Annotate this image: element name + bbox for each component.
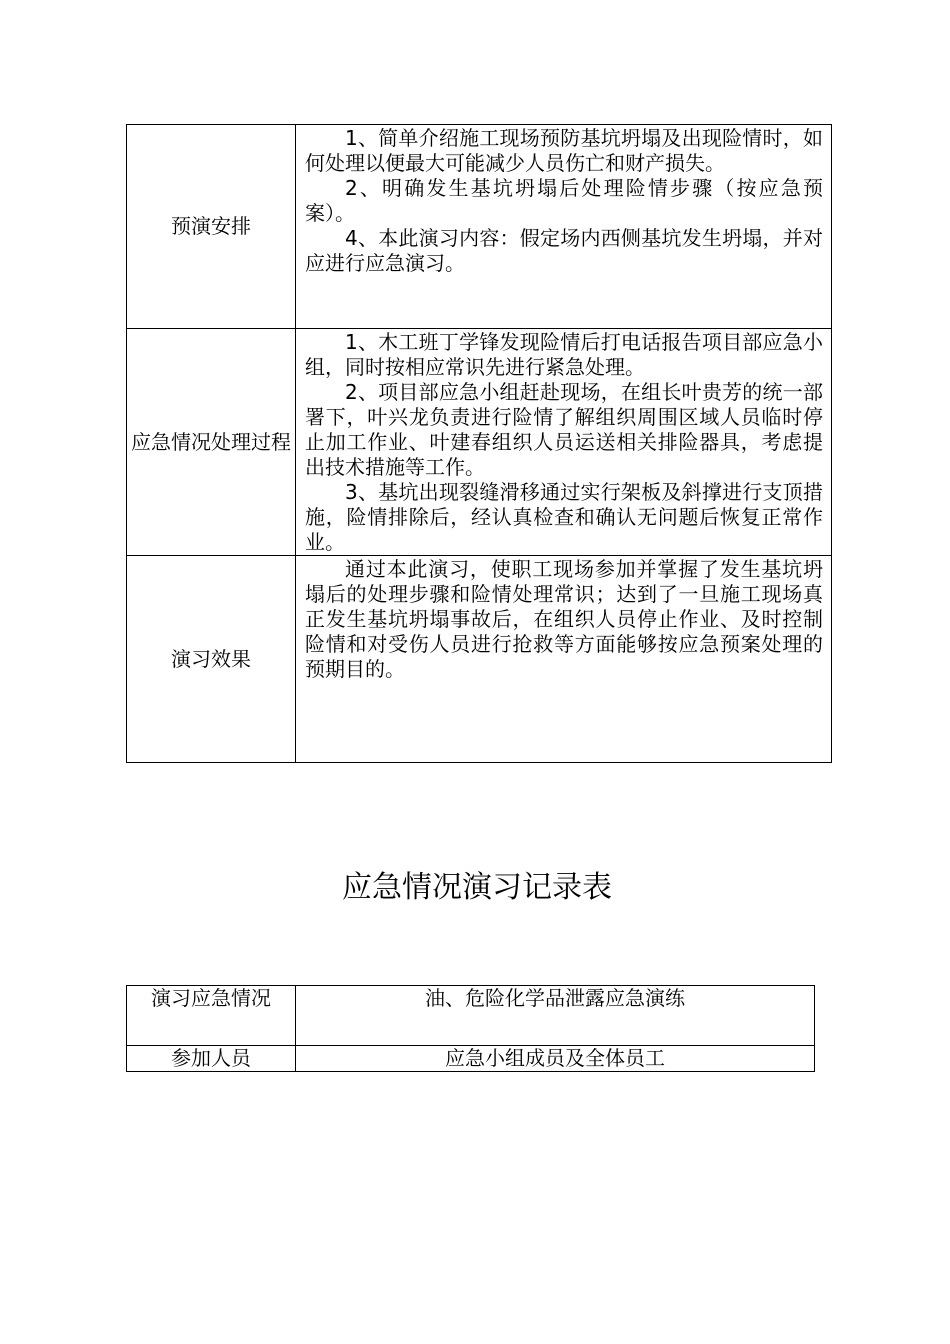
paragraph: 通过本此演习，使职工现场参加并掌握了发生基坑坍塌后的处理步骤和险情处理常识；达到了一旦施工现场真正发生基坑坍塌事故后，在组织人员停止作业、及时控制险情和对受伤人员进行抢救等方面能够按应急预案处理的预期目的。 <box>305 557 823 681</box>
paragraph: 4、本此演习内容：假定场内西侧基坑发生坍塌，并对应进行应急演习。 <box>305 226 823 275</box>
paragraph: 2、明确发生基坑坍塌后处理险情步骤（按应急预案）。 <box>305 176 823 225</box>
drill-details-table <box>126 124 832 763</box>
row-label-emergency-process: 应急情况处理过程 <box>127 329 296 556</box>
table-row <box>127 986 815 1046</box>
row-label-rehearsal-plan: 预演安排 <box>127 125 296 329</box>
row-content-rehearsal-plan <box>296 125 832 329</box>
row-value-participants: 应急小组成员及全体员工 <box>296 1046 815 1072</box>
page-title: 应急情况演习记录表 <box>342 870 612 905</box>
table-row <box>127 329 832 556</box>
row-label-participants: 参加人员 <box>127 1046 296 1072</box>
paragraph: 2、项目部应急小组赶赴现场，在组长叶贵芳的统一部署下，叶兴龙负责进行险情了解组织周围区域人员临时停止加工作业、叶建春组织人员运送相关排险器具，考虑提出技术措施等工作。 <box>305 380 823 479</box>
paragraph: 3、基坑出现裂缝滑移通过实行架板及斜撑进行支顶措施，险情排除后，经认真检查和确认无问题后恢复正常作业。 <box>305 480 823 554</box>
paragraph: 1、木工班丁学锋发现险情后打电话报告项目部应急小组，同时按相应常识先进行紧急处理。 <box>305 330 823 379</box>
row-label-drill-effect: 演习效果 <box>127 556 296 763</box>
row-content-emergency-process <box>296 329 832 556</box>
row-content-drill-effect <box>296 556 832 763</box>
paragraph: 1、简单介绍施工现场预防基坑坍塌及出现险情时，如何处理以便最大可能减少人员伤亡和财产损失。 <box>305 126 823 175</box>
drill-record-table <box>126 985 815 1072</box>
row-value-drill-scenario: 油、危险化学品泄露应急演练 <box>296 986 815 1046</box>
table-row <box>127 125 832 329</box>
row-label-drill-scenario: 演习应急情况 <box>127 986 296 1046</box>
table-row <box>127 1046 815 1072</box>
table-row <box>127 556 832 763</box>
